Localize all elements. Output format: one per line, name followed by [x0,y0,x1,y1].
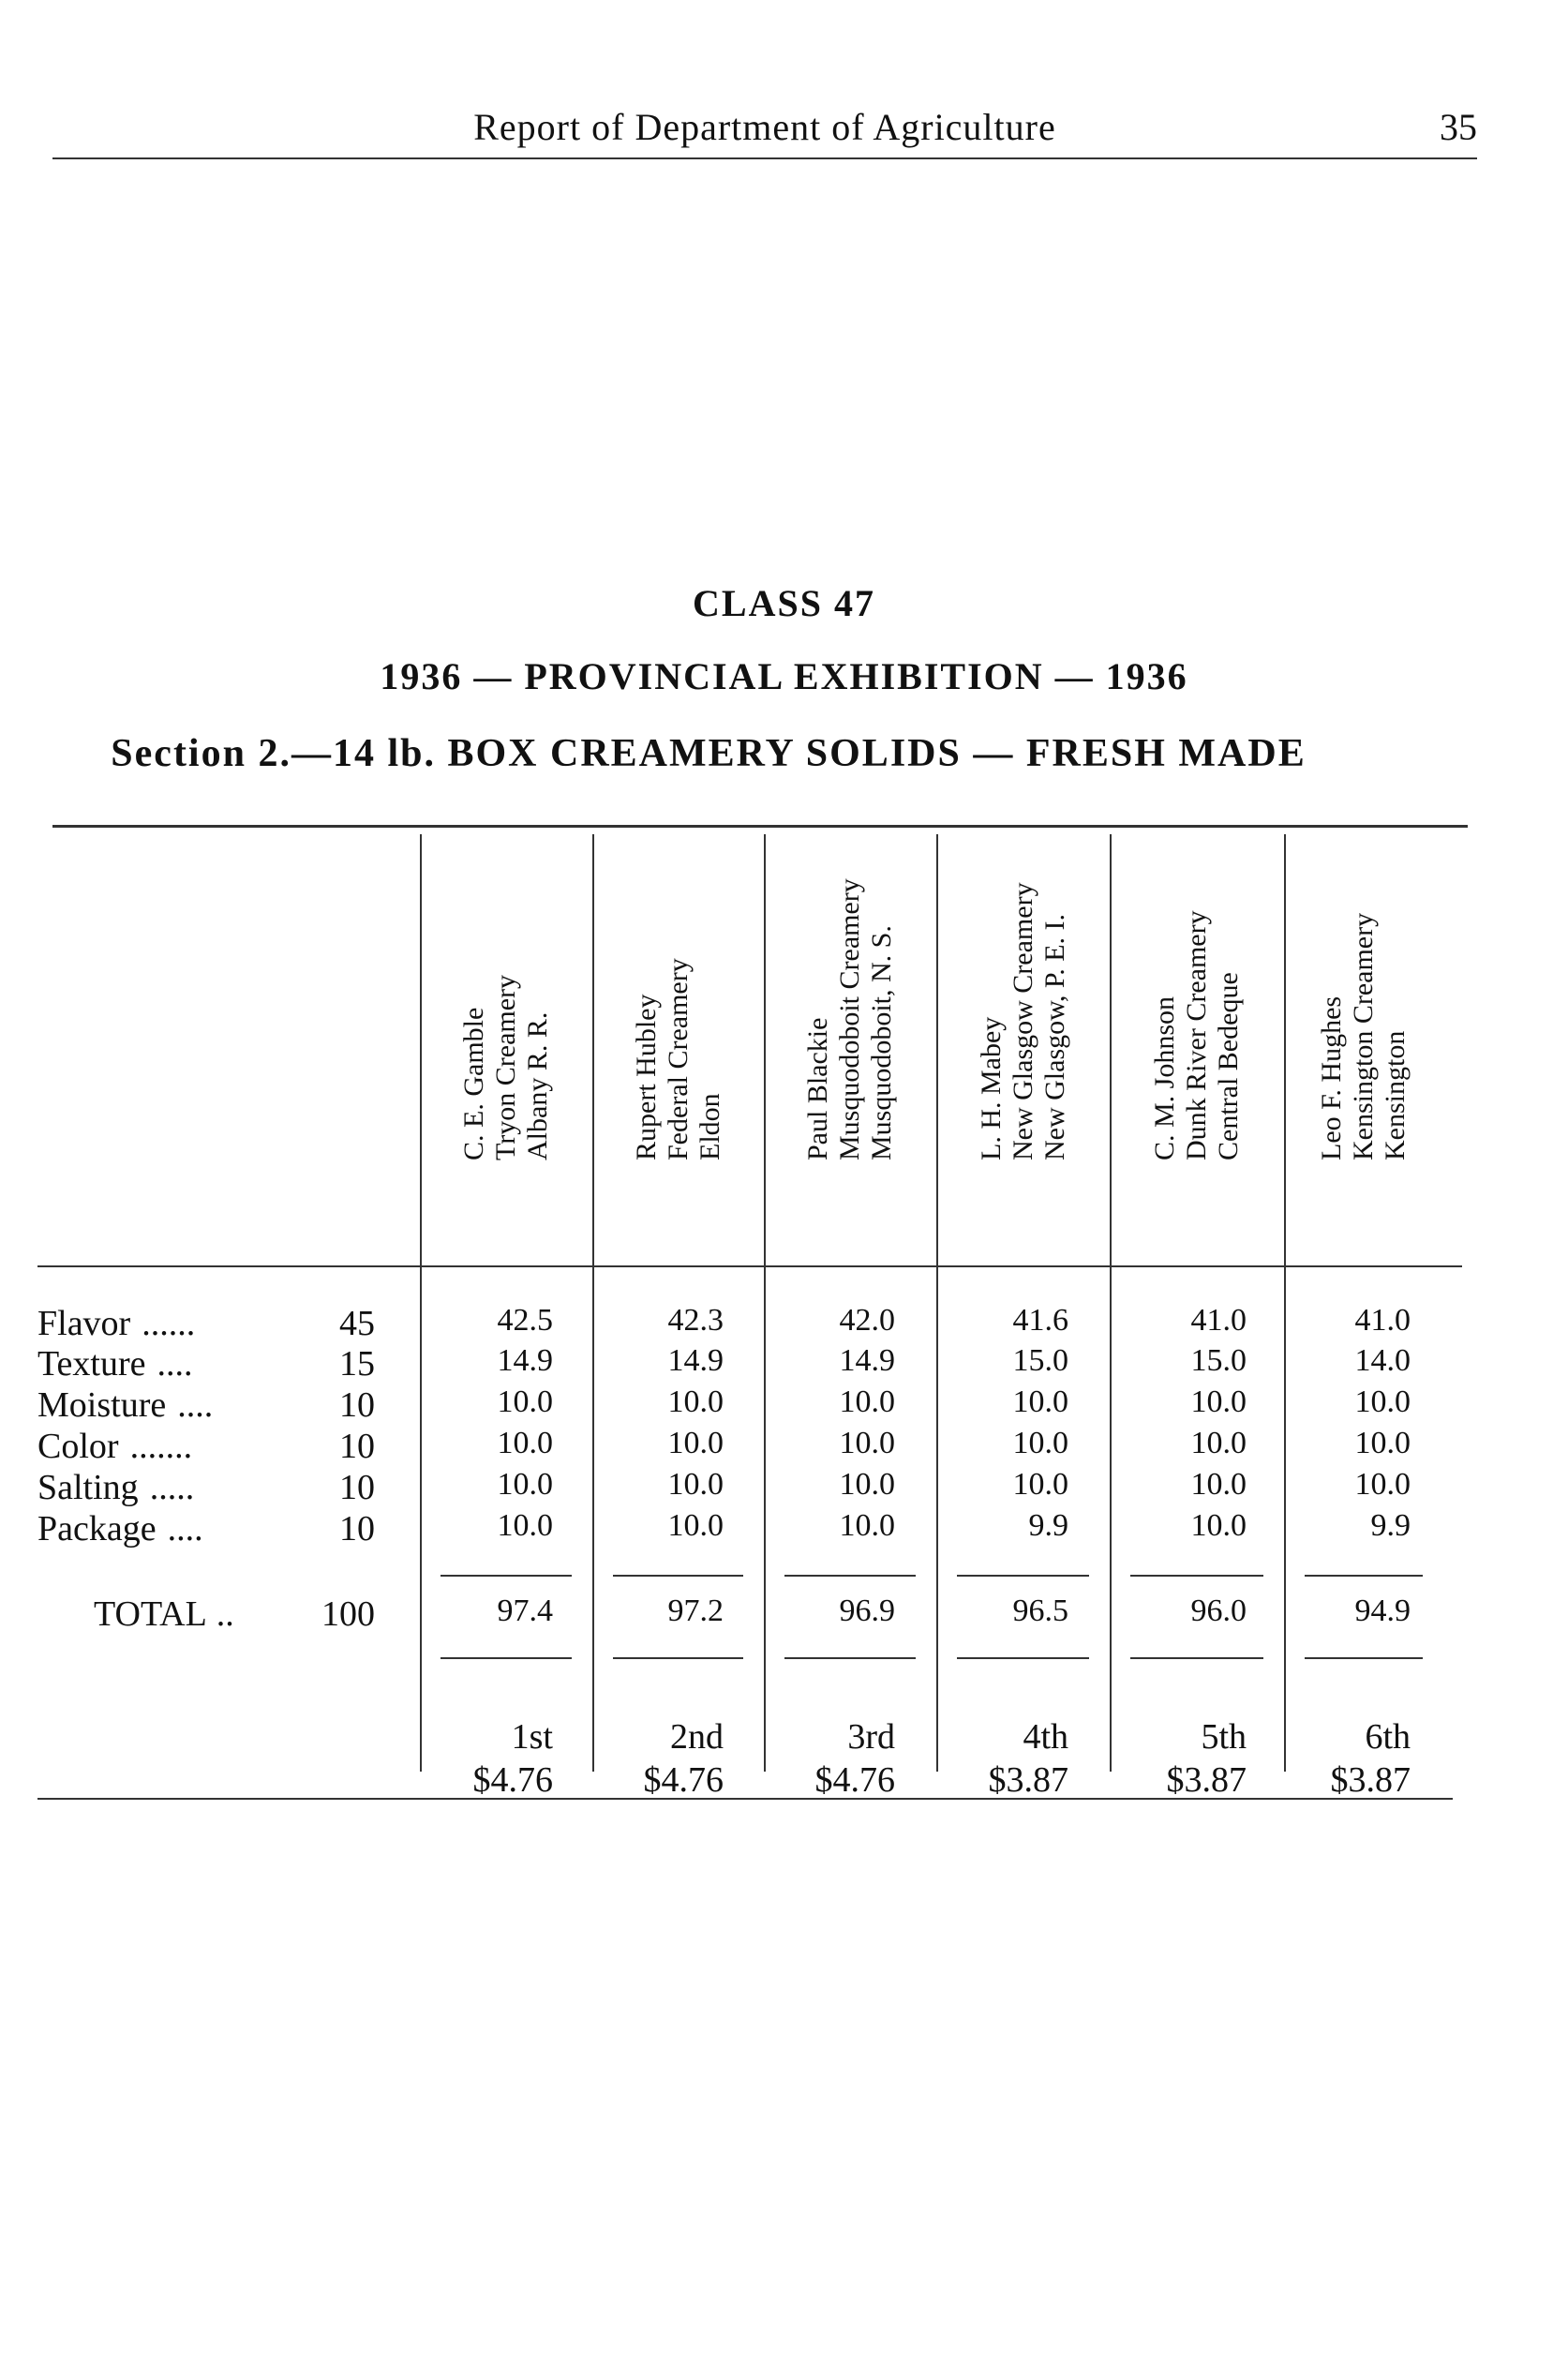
placing-prize: $3.87 [988,1760,1068,1800]
total-rule-above [1305,1575,1423,1577]
entrant-header [1110,844,1284,1256]
placing-rank: 5th [1201,1717,1247,1757]
total-rule-above [957,1575,1089,1577]
entrant-location: Eldon [694,1093,725,1160]
placing-prize: $4.76 [814,1760,895,1800]
score-cell: 41.0 [1354,1303,1411,1338]
placing-cell [592,1715,724,1802]
entrant-name: Leo F. Hughes [1316,995,1347,1160]
placing-prize: $4.76 [643,1760,724,1800]
score-cell: 9.9 [1028,1508,1068,1543]
entrant-creamery: New Glasgow Creamery [1007,882,1038,1160]
score-cell: 14.0 [1354,1343,1411,1378]
criterion-max-points: 10 [339,1385,375,1425]
total-cell: 97.4 [497,1593,553,1628]
score-cell: 10.0 [1012,1426,1068,1460]
total-text: TOTAL [94,1594,207,1634]
total-cell: 96.5 [1012,1593,1068,1628]
entrant-creamery: Dunk River Creamery [1181,910,1212,1160]
score-cell: 10.0 [497,1384,553,1419]
score-cell: 10.0 [839,1384,895,1419]
criterion-max-points: 10 [339,1427,375,1466]
score-cell: 10.0 [667,1384,724,1419]
criterion-label: Color [37,1427,119,1466]
entrant-header [764,844,936,1256]
entrant-name: C. E. Gamble [458,1007,489,1160]
leader-dots: .... [167,1509,203,1549]
entrant-header [420,844,592,1256]
score-cell: 10.0 [839,1426,895,1460]
score-cell: 41.6 [1012,1303,1068,1338]
placing-cell [1279,1715,1411,1802]
placing-rank: 4th [1023,1717,1068,1757]
criterion-label: Moisture [37,1385,167,1425]
score-cell: 10.0 [667,1467,724,1502]
placing-prize: $4.76 [472,1760,553,1800]
score-cell: 10.0 [1354,1467,1411,1502]
score-cell: 10.0 [1012,1467,1068,1502]
leader-dots: .... [177,1385,214,1425]
entrant-location: Albany R. R. [522,1011,553,1160]
score-cell: 41.0 [1190,1303,1247,1338]
criterion-name [37,1467,194,1508]
criterion-label: Texture [37,1344,146,1384]
total-rule-above [441,1575,572,1577]
total-rule-below [1130,1657,1263,1659]
placing-cell [1115,1715,1247,1802]
leader-dots: ...... [142,1304,196,1343]
placing-prize: $3.87 [1166,1760,1247,1800]
score-cell: 10.0 [1190,1467,1247,1502]
score-cell: 14.9 [667,1343,724,1378]
placing-cell [422,1715,553,1802]
placing-rank: 2nd [670,1717,724,1757]
total-rule-below [613,1657,743,1659]
leader-dots: .... [157,1344,193,1384]
criterion-max-points: 45 [339,1304,375,1343]
entrant-name: C. M. Johnson [1149,995,1180,1160]
placing-rank: 3rd [847,1717,895,1757]
total-rule-below [784,1657,916,1659]
entrant-location: New Glasgow, P. E. I. [1038,913,1070,1160]
entrant-location: Central Bedeque [1213,972,1244,1160]
entrant-name: Rupert Hubley [630,994,662,1160]
score-cell: 10.0 [1354,1426,1411,1460]
total-cell: 96.0 [1190,1593,1247,1628]
total-max-points: 100 [321,1594,375,1634]
entrant-name: L. H. Mabey [975,1016,1007,1160]
entrant-creamery: Federal Creamery [662,958,694,1160]
total-rule-above [1130,1575,1263,1577]
leader-dots: ..... [149,1468,195,1507]
placing-cell [764,1715,895,1802]
criterion-max-points: 15 [339,1344,375,1384]
score-cell: 15.0 [1012,1343,1068,1378]
entrant-header [592,844,764,1256]
score-cell: 10.0 [1190,1384,1247,1419]
entrant-creamery: Musquodoboit Creamery [834,878,865,1160]
score-cell: 10.0 [497,1508,553,1543]
score-cell: 42.0 [839,1303,895,1338]
entrant-location: Kensington [1380,1030,1411,1160]
header-title: Report of Department of Agriculture [473,106,1056,148]
total-rule-above [784,1575,916,1577]
criterion-max-points: 10 [339,1509,375,1549]
criterion-name [37,1303,195,1344]
table-top-rule [52,825,1468,828]
score-cell: 10.0 [1190,1508,1247,1543]
total-cell: 97.2 [667,1593,724,1628]
criterion-name [37,1426,192,1467]
score-cell: 9.9 [1370,1508,1411,1543]
score-cell: 10.0 [497,1426,553,1460]
section-heading: Section 2.—14 lb. BOX CREAMERY SOLIDS — FRESH MADE [111,732,1307,775]
placing-rank: 6th [1365,1717,1411,1757]
score-cell: 10.0 [497,1467,553,1502]
score-cell: 10.0 [839,1467,895,1502]
score-cell: 10.0 [1190,1426,1247,1460]
running-header [52,105,1477,159]
score-cell: 10.0 [667,1508,724,1543]
score-cell: 14.9 [497,1343,553,1378]
total-label [94,1593,234,1635]
entrant-header [1284,844,1443,1256]
criterion-name [37,1508,203,1549]
score-cell: 10.0 [667,1426,724,1460]
placing-prize: $3.87 [1330,1760,1411,1800]
entrant-creamery: Kensington Creamery [1348,912,1379,1160]
leader-dots: .. [216,1594,234,1634]
criterion-name [37,1384,213,1426]
total-rule-below [957,1657,1089,1659]
total-cell: 94.9 [1354,1593,1411,1628]
total-rule-below [441,1657,572,1659]
entrant-header [936,844,1110,1256]
score-cell: 42.3 [667,1303,724,1338]
score-cell: 42.5 [497,1303,553,1338]
criterion-label: Salting [37,1468,139,1507]
page-number: 35 [1440,106,1477,148]
class-heading: CLASS 47 [693,582,875,624]
entrant-location: Musquodoboit, N. S. [866,925,897,1160]
score-cell: 15.0 [1190,1343,1247,1378]
exhibition-heading: 1936 — PROVINCIAL EXHIBITION — 1936 [380,655,1188,697]
total-rule-below [1305,1657,1423,1659]
criterion-max-points: 10 [339,1468,375,1507]
total-cell: 96.9 [839,1593,895,1628]
placing-rank: 1st [511,1717,553,1757]
criterion-name [37,1343,193,1384]
criterion-label: Flavor [37,1304,131,1343]
total-rule-above [613,1575,743,1577]
score-cell: 10.0 [1012,1384,1068,1419]
entrant-creamery: Tryon Creamery [490,974,521,1160]
score-cell: 14.9 [839,1343,895,1378]
score-cell: 10.0 [839,1508,895,1543]
placing-cell [937,1715,1068,1802]
criterion-label: Package [37,1509,157,1549]
leader-dots: ....... [129,1427,193,1466]
entrant-name: Paul Blackie [802,1017,833,1160]
score-cell: 10.0 [1354,1384,1411,1419]
header-bottom-rule [37,1265,1462,1267]
